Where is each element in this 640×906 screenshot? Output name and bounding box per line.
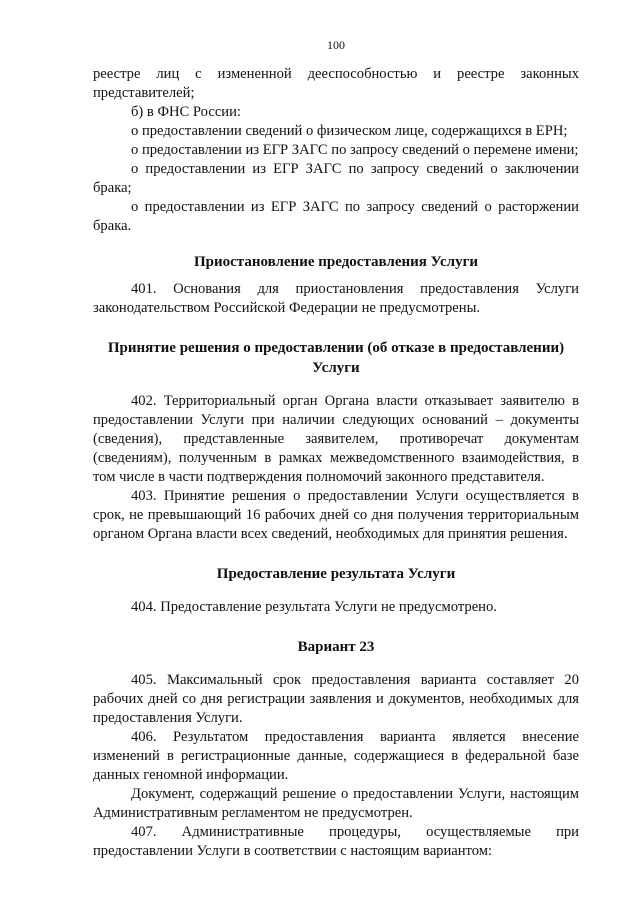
paragraph-divorce: о предоставлении из ЕГР ЗАГС по запросу сведений о расторжении брака. (93, 199, 579, 234)
paragraph-ern-info: о предоставлении сведений о физическом лице, содержащихся в ЕРН; (131, 123, 568, 139)
paragraph-registry-continuation: реестре лиц с измененной дееспособностью и реестре законных представителей; (93, 66, 579, 101)
paragraph-407: 407. Административные процедуры, осуществляемые при предоставлении Услуги в соответствии с настоящим вариантом: (93, 824, 579, 859)
paragraph-401: 401. Основания для приостановления предоставления Услуги законодательством Российской Федерации не предусмотрены. (93, 281, 579, 316)
page-number: 100 (327, 38, 345, 52)
paragraph-402: 402. Территориальный орган Органа власти отказывает заявителю в предоставлении Услуги при наличии следующих оснований – документы (сведения), представленные заявителем, противоречат документам (сведениям), полученным в рамках межведомственного взаимодействия, в том числе в части подтверждения полномочий законного представителя. (93, 393, 579, 485)
heading-decision: Принятие решения о предоставлении (об отказе в предоставлении) Услуги (107, 340, 565, 376)
document-page (93, 38, 579, 861)
paragraph-marriage: о предоставлении из ЕГР ЗАГС по запросу сведений о заключении брака; (93, 161, 579, 196)
heading-suspension: Приостановление предоставления Услуги (193, 254, 479, 270)
paragraph-406: 406. Результатом предоставления варианта является внесение изменений в регистрационные данные, содержащиеся в федеральной базе данных геномной информации. (93, 729, 579, 783)
paragraph-404: 404. Предоставление результата Услуги не предусмотрено. (131, 599, 497, 615)
heading-result: Предоставление результата Услуги (216, 566, 456, 582)
paragraph-403: 403. Принятие решения о предоставлении Услуги осуществляется в срок, не превышающий 16 рабочих дней со дня получения территориальным органом Органа власти всех сведений, необходимых для принятия решения. (93, 488, 579, 542)
heading-variant-23: Вариант 23 (297, 639, 375, 655)
paragraph-decision-document: Документ, содержащий решение о предоставлении Услуги, настоящим Административным регламентом не предусмотрен. (93, 786, 579, 821)
paragraph-fns-header: б) в ФНС России: (131, 104, 241, 120)
paragraph-405: 405. Максимальный срок предоставления варианта составляет 20 рабочих дней со дня регистрации заявления и документов, необходимых для предоставления Услуги. (93, 672, 579, 726)
paragraph-name-change: о предоставлении из ЕГР ЗАГС по запросу сведений о перемене имени; (131, 142, 579, 158)
